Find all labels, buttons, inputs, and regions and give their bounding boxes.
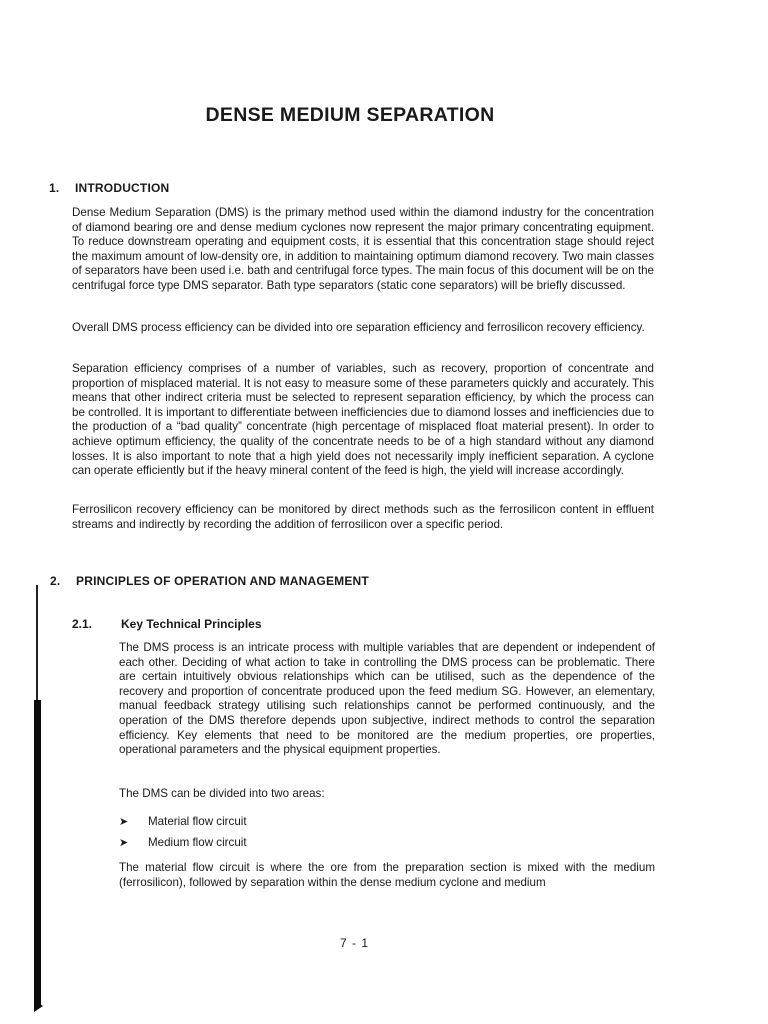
areas-list <box>119 815 247 857</box>
subsection-2-1-number: 2.1. <box>72 617 93 631</box>
section-2-heading <box>50 574 369 588</box>
section-2-number: 2. <box>50 574 61 588</box>
document-title: DENSE MEDIUM SEPARATION <box>205 104 495 126</box>
list-item <box>119 815 247 836</box>
binding-tip <box>34 1000 43 1012</box>
intro-paragraph-3: Separation efficiency comprises of a number of variables, such as recovery, proportion of concentrate and proportion of misplaced material. It is not easy to measure some of these parameters quickly and accurately. This means that other indirect criteria must be selected to represent separation efficiency, by which the process can be controlled. It is important to differentiate between inefficiencies due to diamond losses and inefficiencies due to the production of a “bad quality” concentrate (high percentage of misplaced float material present). In order to achieve optimum efficiency, the quality of the concentrate needs to be of a high standard without any diamond losses. It is also important to note that a high yield does not necessarily imply inefficient separation. A cyclone can operate efficiently but if the heavy mineral content of the feed is high, the yield will increase accordingly. <box>72 362 654 478</box>
section-1-heading <box>49 181 169 195</box>
principles-paragraph-3: The material flow circuit is where the ore from the preparation section is mixed with the medium (ferrosilicon), followed by separation within the dense medium cyclone and medium <box>119 861 655 889</box>
section-1-title: INTRODUCTION <box>75 181 170 195</box>
binding-bar <box>34 700 41 1005</box>
section-1-number: 1. <box>49 181 60 195</box>
page-number: 7 - 1 <box>340 936 370 950</box>
arrow-bullet-icon: ➤ <box>119 816 129 828</box>
arrow-bullet-icon: ➤ <box>119 837 129 849</box>
principles-paragraph-1: The DMS process is an intricate process with multiple variables that are dependent or independent of each other. Deciding of what action to take in controlling the DMS process can be problematic. There are certain intuitively obvious relationships which can be utilised, such as the dependence of the recovery and proportion of concentrate produced upon the feed medium SG. However, an elementary, manual feedback strategy utilising such relationships cannot be performed continuously, and the operation of the DMS therefore depends upon subjective, indirect methods to control the separation efficiency. Key elements that need to be monitored are the medium properties, ore properties, operational parameters and the physical equipment properties. <box>119 641 655 757</box>
intro-paragraph-4: Ferrosilicon recovery efficiency can be monitored by direct methods such as the ferrosilicon content in effluent streams and indirectly by recording the addition of ferrosilicon over a specific period. <box>72 503 654 531</box>
intro-paragraph-2: Overall DMS process efficiency can be divided into ore separation efficiency and ferrosilicon recovery efficiency. <box>72 321 645 334</box>
subsection-2-1-title: Key Technical Principles <box>121 617 262 631</box>
list-item <box>119 836 247 857</box>
list-item-label: Material flow circuit <box>148 815 247 828</box>
section-2-title: PRINCIPLES OF OPERATION AND MANAGEMENT <box>76 574 369 588</box>
list-item-label: Medium flow circuit <box>148 836 247 849</box>
intro-paragraph-1: Dense Medium Separation (DMS) is the primary method used within the diamond industry for the concentration of diamond bearing ore and dense medium cyclones now represent the major primary concentrating equipment. To reduce downstream operating and equipment costs, it is essential that this concentration stage should reject the maximum amount of low-density ore, in addition to maintaining optimum diamond recovery. Two main classes of separators have been used i.e. bath and centrifugal force types. The main focus of this document will be on the centrifugal force type DMS separator. Bath type separators (static cone separators) will be briefly discussed. <box>72 206 654 292</box>
principles-paragraph-2: The DMS can be divided into two areas: <box>119 787 325 800</box>
subsection-2-1-heading <box>72 617 262 631</box>
